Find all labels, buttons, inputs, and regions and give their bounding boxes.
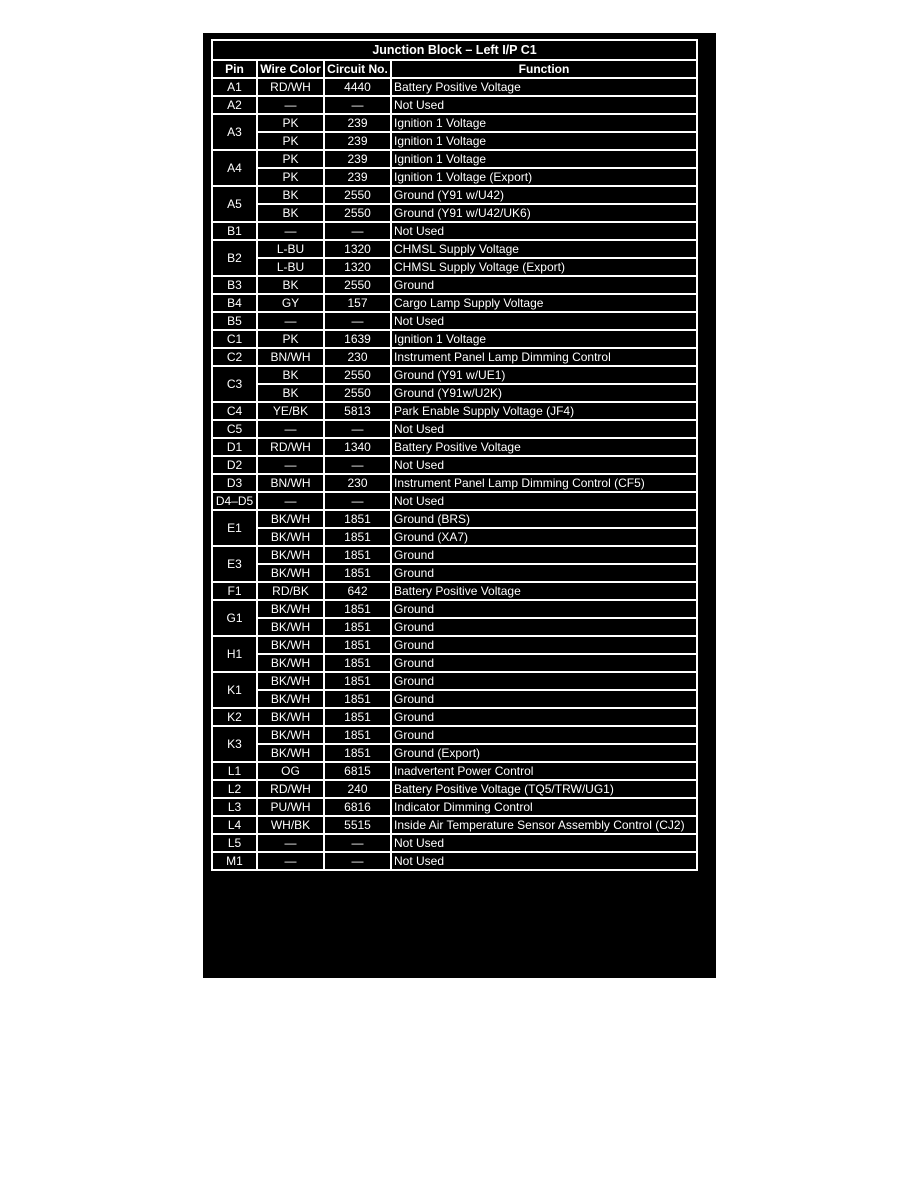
table-row bbox=[212, 96, 697, 114]
wire-color-cell: BK/WH bbox=[257, 708, 324, 726]
circuit-no-cell: 1851 bbox=[324, 636, 391, 654]
circuit-no-cell: 1851 bbox=[324, 744, 391, 762]
circuit-no-cell: 6815 bbox=[324, 762, 391, 780]
pin-cell: D4–D5 bbox=[212, 492, 257, 510]
wire-color-cell: BK/WH bbox=[257, 636, 324, 654]
function-cell: Ground bbox=[391, 636, 697, 654]
function-cell: Ground (Y91 w/U42/UK6) bbox=[391, 204, 697, 222]
wire-color-cell: — bbox=[257, 222, 324, 240]
circuit-no-cell: 1851 bbox=[324, 618, 391, 636]
wire-color-cell: BK/WH bbox=[257, 510, 324, 528]
table-row bbox=[212, 420, 697, 438]
circuit-no-cell: 2550 bbox=[324, 276, 391, 294]
circuit-no-cell: — bbox=[324, 420, 391, 438]
wire-color-cell: L-BU bbox=[257, 240, 324, 258]
function-cell: Battery Positive Voltage bbox=[391, 438, 697, 456]
wire-color-cell: — bbox=[257, 834, 324, 852]
function-cell: Ignition 1 Voltage bbox=[391, 132, 697, 150]
table-row bbox=[212, 708, 697, 726]
wire-color-cell: BK/WH bbox=[257, 654, 324, 672]
pin-cell: E3 bbox=[212, 546, 257, 582]
pin-cell: B5 bbox=[212, 312, 257, 330]
table-row bbox=[212, 744, 697, 762]
table-panel bbox=[203, 33, 716, 978]
circuit-no-cell: — bbox=[324, 492, 391, 510]
pin-cell: D3 bbox=[212, 474, 257, 492]
circuit-no-cell: 1851 bbox=[324, 672, 391, 690]
pin-cell: A3 bbox=[212, 114, 257, 150]
wire-color-cell: BK/WH bbox=[257, 726, 324, 744]
circuit-no-cell: — bbox=[324, 456, 391, 474]
header-wire-color: Wire Color bbox=[257, 60, 324, 78]
pin-cell: E1 bbox=[212, 510, 257, 546]
table-row bbox=[212, 114, 697, 132]
wire-color-cell: BK bbox=[257, 276, 324, 294]
function-cell: Ground (Y91 w/U42) bbox=[391, 186, 697, 204]
table-row bbox=[212, 654, 697, 672]
pin-cell: L3 bbox=[212, 798, 257, 816]
wire-color-cell: BN/WH bbox=[257, 348, 324, 366]
pin-cell: D2 bbox=[212, 456, 257, 474]
function-cell: Ground (XA7) bbox=[391, 528, 697, 546]
circuit-no-cell: 239 bbox=[324, 168, 391, 186]
table-body bbox=[212, 78, 697, 870]
function-cell: Battery Positive Voltage bbox=[391, 582, 697, 600]
circuit-no-cell: 1851 bbox=[324, 726, 391, 744]
junction-block-table bbox=[211, 39, 698, 871]
wire-color-cell: BK bbox=[257, 384, 324, 402]
function-cell: CHMSL Supply Voltage bbox=[391, 240, 697, 258]
wire-color-cell: PU/WH bbox=[257, 798, 324, 816]
function-cell: Not Used bbox=[391, 222, 697, 240]
pin-cell: H1 bbox=[212, 636, 257, 672]
function-cell: Battery Positive Voltage (TQ5/TRW/UG1) bbox=[391, 780, 697, 798]
circuit-no-cell: 230 bbox=[324, 348, 391, 366]
function-cell: Battery Positive Voltage bbox=[391, 78, 697, 96]
table-row bbox=[212, 492, 697, 510]
circuit-no-cell: — bbox=[324, 852, 391, 870]
wire-color-cell: — bbox=[257, 96, 324, 114]
table-row bbox=[212, 330, 697, 348]
table-row bbox=[212, 582, 697, 600]
circuit-no-cell: 1851 bbox=[324, 546, 391, 564]
table-row bbox=[212, 132, 697, 150]
function-cell: Ignition 1 Voltage (Export) bbox=[391, 168, 697, 186]
wire-color-cell: BN/WH bbox=[257, 474, 324, 492]
wire-color-cell: PK bbox=[257, 330, 324, 348]
pin-cell: A1 bbox=[212, 78, 257, 96]
table-row bbox=[212, 762, 697, 780]
pin-cell: F1 bbox=[212, 582, 257, 600]
wire-color-cell: BK/WH bbox=[257, 600, 324, 618]
circuit-no-cell: 2550 bbox=[324, 384, 391, 402]
function-cell: Inside Air Temperature Sensor Assembly Control (CJ2) bbox=[391, 816, 697, 834]
circuit-no-cell: 5515 bbox=[324, 816, 391, 834]
function-cell: Ground bbox=[391, 546, 697, 564]
table-row bbox=[212, 672, 697, 690]
function-cell: Not Used bbox=[391, 492, 697, 510]
pin-cell: L1 bbox=[212, 762, 257, 780]
table-row bbox=[212, 384, 697, 402]
wire-color-cell: YE/BK bbox=[257, 402, 324, 420]
pin-cell: A5 bbox=[212, 186, 257, 222]
wire-color-cell: RD/WH bbox=[257, 438, 324, 456]
pin-cell: C1 bbox=[212, 330, 257, 348]
circuit-no-cell: 1851 bbox=[324, 690, 391, 708]
table-row bbox=[212, 546, 697, 564]
wire-color-cell: — bbox=[257, 312, 324, 330]
pin-cell: B3 bbox=[212, 276, 257, 294]
wire-color-cell: BK/WH bbox=[257, 564, 324, 582]
function-cell: Not Used bbox=[391, 312, 697, 330]
function-cell: Ground (Y91w/U2K) bbox=[391, 384, 697, 402]
circuit-no-cell: 4440 bbox=[324, 78, 391, 96]
function-cell: Ground (BRS) bbox=[391, 510, 697, 528]
wire-color-cell: BK/WH bbox=[257, 528, 324, 546]
function-cell: Ignition 1 Voltage bbox=[391, 150, 697, 168]
function-cell: Ignition 1 Voltage bbox=[391, 330, 697, 348]
wire-color-cell: PK bbox=[257, 168, 324, 186]
table-row bbox=[212, 78, 697, 96]
wire-color-cell: OG bbox=[257, 762, 324, 780]
function-cell: CHMSL Supply Voltage (Export) bbox=[391, 258, 697, 276]
circuit-no-cell: 1639 bbox=[324, 330, 391, 348]
circuit-no-cell: 6816 bbox=[324, 798, 391, 816]
function-cell: Inadvertent Power Control bbox=[391, 762, 697, 780]
wire-color-cell: BK/WH bbox=[257, 618, 324, 636]
table-row bbox=[212, 798, 697, 816]
circuit-no-cell: 230 bbox=[324, 474, 391, 492]
pin-cell: C3 bbox=[212, 366, 257, 402]
function-cell: Not Used bbox=[391, 456, 697, 474]
wire-color-cell: — bbox=[257, 420, 324, 438]
function-cell: Instrument Panel Lamp Dimming Control bbox=[391, 348, 697, 366]
table-row bbox=[212, 204, 697, 222]
circuit-no-cell: 239 bbox=[324, 114, 391, 132]
table-row bbox=[212, 402, 697, 420]
pin-cell: K1 bbox=[212, 672, 257, 708]
wire-color-cell: L-BU bbox=[257, 258, 324, 276]
pin-cell: L2 bbox=[212, 780, 257, 798]
circuit-no-cell: 2550 bbox=[324, 186, 391, 204]
table-row bbox=[212, 222, 697, 240]
wire-color-cell: — bbox=[257, 456, 324, 474]
function-cell: Ground (Export) bbox=[391, 744, 697, 762]
circuit-no-cell: 239 bbox=[324, 150, 391, 168]
function-cell: Ground bbox=[391, 276, 697, 294]
table-row bbox=[212, 780, 697, 798]
pin-cell: C2 bbox=[212, 348, 257, 366]
function-cell: Instrument Panel Lamp Dimming Control (CF5) bbox=[391, 474, 697, 492]
pin-cell: L5 bbox=[212, 834, 257, 852]
circuit-no-cell: 240 bbox=[324, 780, 391, 798]
pin-cell: C4 bbox=[212, 402, 257, 420]
table-row bbox=[212, 456, 697, 474]
table-row bbox=[212, 690, 697, 708]
circuit-no-cell: 1320 bbox=[324, 240, 391, 258]
circuit-no-cell: 1851 bbox=[324, 528, 391, 546]
function-cell: Ground bbox=[391, 690, 697, 708]
header-pin: Pin bbox=[212, 60, 257, 78]
circuit-no-cell: 1851 bbox=[324, 510, 391, 528]
pin-cell: M1 bbox=[212, 852, 257, 870]
circuit-no-cell: — bbox=[324, 834, 391, 852]
table-row bbox=[212, 474, 697, 492]
table-row bbox=[212, 258, 697, 276]
circuit-no-cell: — bbox=[324, 312, 391, 330]
function-cell: Ground bbox=[391, 726, 697, 744]
pin-cell: D1 bbox=[212, 438, 257, 456]
pin-cell: C5 bbox=[212, 420, 257, 438]
pin-cell: L4 bbox=[212, 816, 257, 834]
wire-color-cell: BK/WH bbox=[257, 546, 324, 564]
circuit-no-cell: 239 bbox=[324, 132, 391, 150]
wire-color-cell: RD/BK bbox=[257, 582, 324, 600]
circuit-no-cell: 1320 bbox=[324, 258, 391, 276]
table-title: Junction Block – Left I/P C1 bbox=[212, 40, 697, 60]
table-row bbox=[212, 168, 697, 186]
wire-color-cell: PK bbox=[257, 150, 324, 168]
pin-cell: G1 bbox=[212, 600, 257, 636]
table-row bbox=[212, 510, 697, 528]
table-row bbox=[212, 186, 697, 204]
function-cell: Ground bbox=[391, 654, 697, 672]
wire-color-cell: GY bbox=[257, 294, 324, 312]
circuit-no-cell: 157 bbox=[324, 294, 391, 312]
table-row bbox=[212, 150, 697, 168]
function-cell: Ground bbox=[391, 672, 697, 690]
pin-cell: A4 bbox=[212, 150, 257, 186]
table-row bbox=[212, 438, 697, 456]
table-row bbox=[212, 726, 697, 744]
table-row bbox=[212, 276, 697, 294]
wire-color-cell: BK/WH bbox=[257, 690, 324, 708]
circuit-no-cell: 2550 bbox=[324, 204, 391, 222]
table-row bbox=[212, 600, 697, 618]
circuit-no-cell: 642 bbox=[324, 582, 391, 600]
function-cell: Ground bbox=[391, 564, 697, 582]
circuit-no-cell: 5813 bbox=[324, 402, 391, 420]
wire-color-cell: WH/BK bbox=[257, 816, 324, 834]
circuit-no-cell: — bbox=[324, 96, 391, 114]
function-cell: Cargo Lamp Supply Voltage bbox=[391, 294, 697, 312]
table-row bbox=[212, 240, 697, 258]
function-cell: Ground bbox=[391, 618, 697, 636]
function-cell: Not Used bbox=[391, 852, 697, 870]
function-cell: Park Enable Supply Voltage (JF4) bbox=[391, 402, 697, 420]
wire-color-cell: PK bbox=[257, 114, 324, 132]
table-row bbox=[212, 816, 697, 834]
circuit-no-cell: 1340 bbox=[324, 438, 391, 456]
table-row bbox=[212, 312, 697, 330]
table-row bbox=[212, 348, 697, 366]
function-cell: Not Used bbox=[391, 834, 697, 852]
wire-color-cell: BK/WH bbox=[257, 744, 324, 762]
pin-cell: B2 bbox=[212, 240, 257, 276]
circuit-no-cell: — bbox=[324, 222, 391, 240]
circuit-no-cell: 1851 bbox=[324, 564, 391, 582]
function-cell: Ground (Y91 w/UE1) bbox=[391, 366, 697, 384]
function-cell: Ignition 1 Voltage bbox=[391, 114, 697, 132]
function-cell: Ground bbox=[391, 600, 697, 618]
pin-cell: B1 bbox=[212, 222, 257, 240]
table-row bbox=[212, 636, 697, 654]
function-cell: Ground bbox=[391, 708, 697, 726]
circuit-no-cell: 1851 bbox=[324, 600, 391, 618]
circuit-no-cell: 1851 bbox=[324, 708, 391, 726]
header-circuit-no: Circuit No. bbox=[324, 60, 391, 78]
pin-cell: A2 bbox=[212, 96, 257, 114]
function-cell: Not Used bbox=[391, 96, 697, 114]
wire-color-cell: BK bbox=[257, 204, 324, 222]
wire-color-cell: PK bbox=[257, 132, 324, 150]
wire-color-cell: BK bbox=[257, 186, 324, 204]
wire-color-cell: — bbox=[257, 852, 324, 870]
wire-color-cell: RD/WH bbox=[257, 78, 324, 96]
table-row bbox=[212, 294, 697, 312]
table-row bbox=[212, 852, 697, 870]
wire-color-cell: RD/WH bbox=[257, 780, 324, 798]
table-row bbox=[212, 528, 697, 546]
table-row bbox=[212, 366, 697, 384]
pin-cell: K2 bbox=[212, 708, 257, 726]
table-row bbox=[212, 834, 697, 852]
circuit-no-cell: 1851 bbox=[324, 654, 391, 672]
wire-color-cell: — bbox=[257, 492, 324, 510]
function-cell: Not Used bbox=[391, 420, 697, 438]
wire-color-cell: BK/WH bbox=[257, 672, 324, 690]
table-row bbox=[212, 618, 697, 636]
function-cell: Indicator Dimming Control bbox=[391, 798, 697, 816]
circuit-no-cell: 2550 bbox=[324, 366, 391, 384]
pin-cell: B4 bbox=[212, 294, 257, 312]
pin-cell: K3 bbox=[212, 726, 257, 762]
header-function: Function bbox=[391, 60, 697, 78]
table-row bbox=[212, 564, 697, 582]
wire-color-cell: BK bbox=[257, 366, 324, 384]
